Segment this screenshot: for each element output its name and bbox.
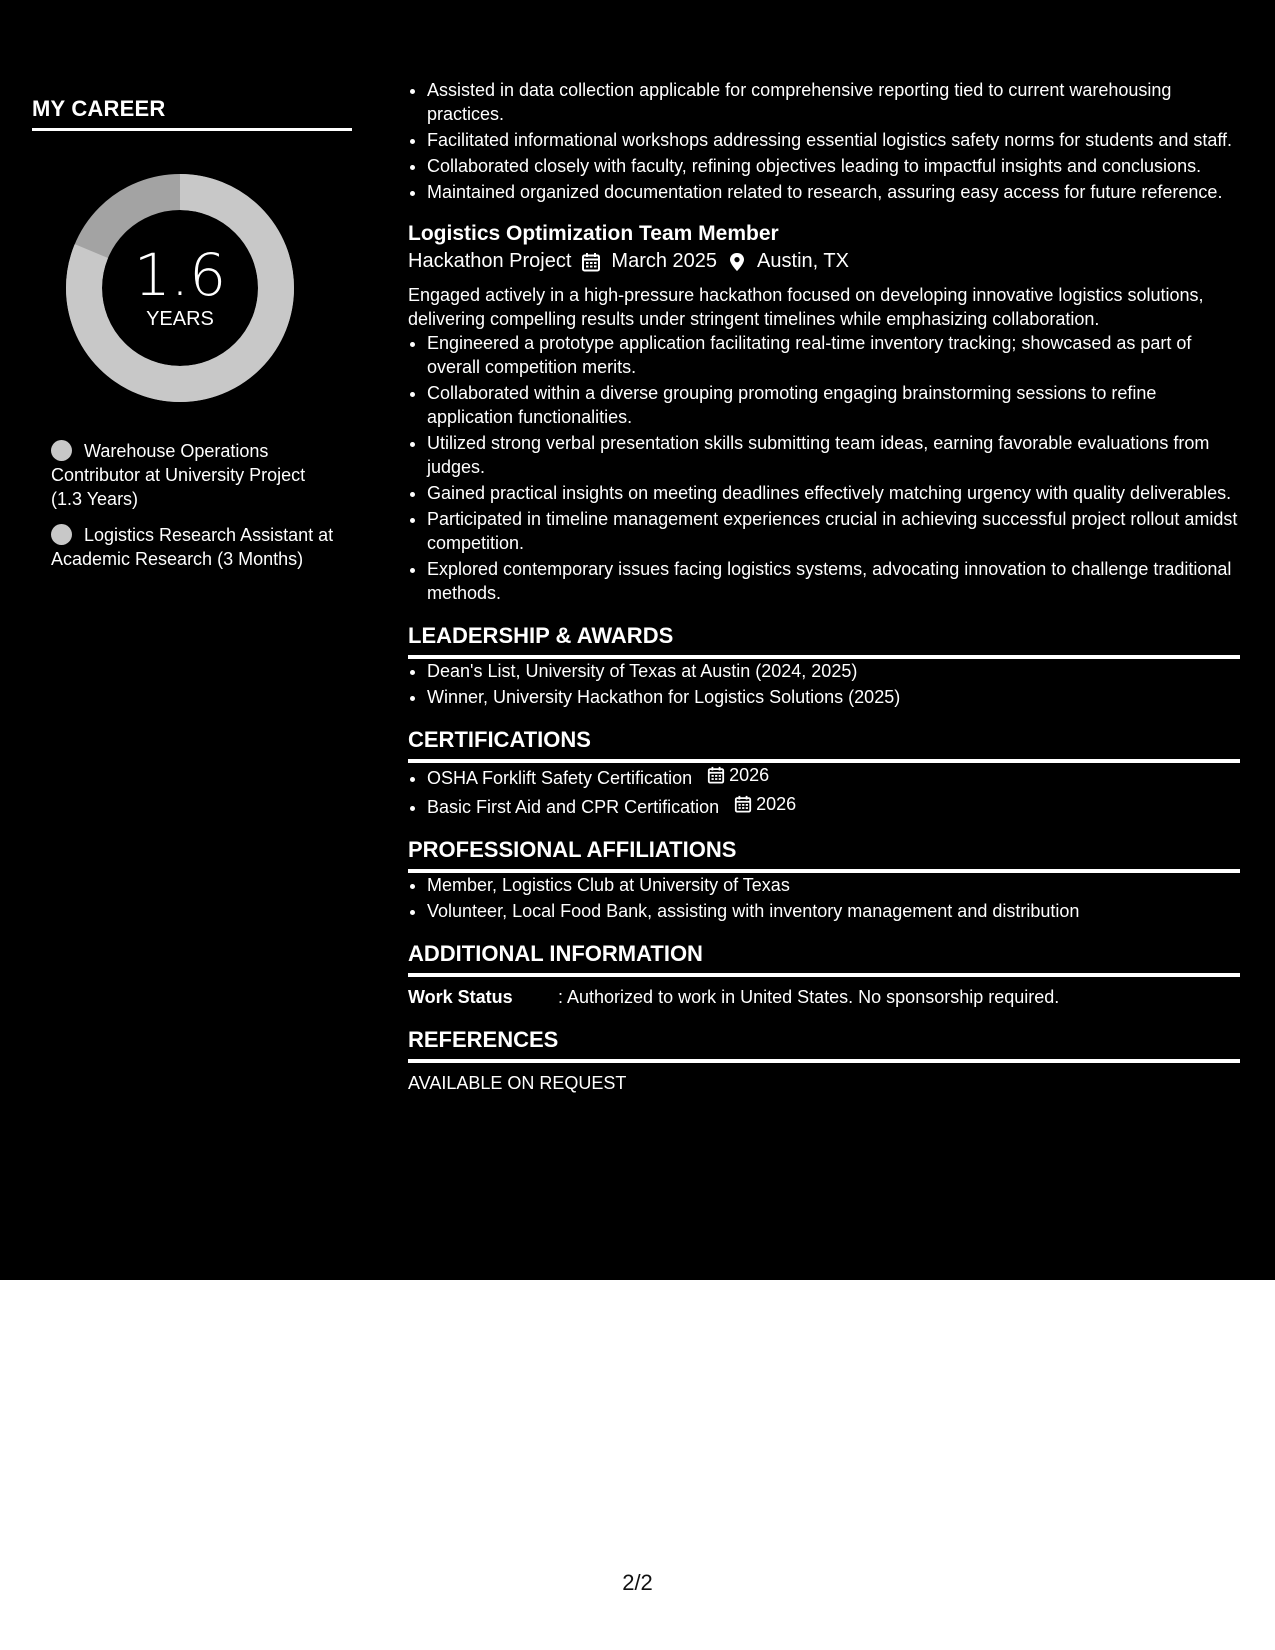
- bullet: • Assisted in data collection applicable for comprehensive reporting tied to current warehousing practices.: [427, 78, 1240, 126]
- calendar-icon: [581, 252, 601, 272]
- location-pin-icon: [727, 252, 747, 272]
- bullet: • Engineered a prototype application facilitating real-time inventory tracking; showcased as part of overall competition merits.: [427, 331, 1240, 379]
- experience-bullets: [408, 78, 1240, 204]
- sidebar: [32, 96, 352, 583]
- main-content: [408, 78, 1240, 1095]
- work-status-label: Work Status: [408, 987, 513, 1007]
- calendar-icon: [734, 795, 752, 813]
- certification-year: 2026: [756, 794, 797, 814]
- certification-year: 2026: [729, 765, 770, 785]
- bullet: • Participated in timeline management experiences crucial in achieving successful project rollout amidst competition.: [427, 507, 1240, 555]
- work-status-value: : Authorized to work in United States. No sponsorship required.: [558, 987, 1060, 1007]
- bullet: • Collaborated closely with faculty, refining objectives leading to impactful insights and conclusions.: [427, 154, 1240, 178]
- job-title: Logistics Optimization Team Member: [408, 222, 779, 245]
- certification-name: Basic First Aid and CPR Certification: [427, 797, 720, 817]
- legend-dot: [51, 524, 72, 545]
- bullet: • Collaborated within a diverse grouping promoting engaging brainstorming sessions to refine application functionalities.: [427, 381, 1240, 429]
- page-number: 2/2: [622, 1570, 653, 1595]
- legend-dot: [51, 440, 72, 461]
- affiliations-list: [408, 873, 1240, 923]
- bullet: • Member, Logistics Club at University of Texas: [427, 873, 1240, 897]
- references-text: AVAILABLE ON REQUEST: [408, 1073, 627, 1093]
- bullet: • Gained practical insights on meeting deadlines effectively matching urgency with quality deliverables.: [427, 481, 1240, 505]
- job-company: Hackathon Project: [408, 250, 572, 272]
- bullet: • Winner, University Hackathon for Logistics Solutions (2025): [427, 685, 1240, 709]
- section-title-affiliations: PROFESSIONAL AFFILIATIONS: [408, 837, 1240, 873]
- certifications-list: [408, 763, 1240, 819]
- career-donut-chart: [65, 173, 295, 403]
- bullet: • Explored contemporary issues facing logistics systems, advocating innovation to challenge traditional methods.: [427, 557, 1240, 605]
- total-years-value: 1.6: [133, 240, 227, 309]
- bullet: • Dean's List, University of Texas at Austin (2024, 2025): [427, 659, 1240, 683]
- calendar-icon: [707, 766, 725, 784]
- bullet: • Volunteer, Local Food Bank, assisting with inventory management and distribution: [427, 899, 1240, 923]
- bullet: • Maintained organized documentation related to research, assuring easy access for future reference.: [427, 180, 1240, 204]
- section-title-references: REFERENCES: [408, 1027, 1240, 1063]
- total-years-unit: YEARS: [146, 307, 214, 330]
- job-meta: [408, 250, 1240, 273]
- work-status-row: [408, 985, 1240, 1009]
- career-list: [51, 439, 341, 571]
- job-description: Engaged actively in a high-pressure hackathon focused on developing innovative logistics solutions, delivering compelling results under stringent timelines while emphasizing collaboration.: [408, 285, 1204, 329]
- section-title-leadership: LEADERSHIP & AWARDS: [408, 623, 1240, 659]
- career-item-text: Logistics Research Assistant at Academic Research (3 Months): [51, 525, 334, 569]
- bullet: • Utilized strong verbal presentation skills submitting team ideas, earning favorable evaluations from judges.: [427, 431, 1240, 479]
- job-location: Austin, TX: [757, 250, 849, 272]
- sidebar-title: MY CAREER: [32, 96, 352, 131]
- job-bullets: [408, 331, 1240, 605]
- certification-name: OSHA Forklift Safety Certification: [427, 768, 693, 788]
- bullet: • Facilitated informational workshops addressing essential logistics safety norms for students and staff.: [427, 128, 1240, 152]
- certification-item: [427, 792, 1240, 819]
- leadership-list: [408, 659, 1240, 709]
- section-title-additional: ADDITIONAL INFORMATION: [408, 941, 1240, 977]
- section-title-certifications: CERTIFICATIONS: [408, 727, 1240, 763]
- career-item: [51, 523, 341, 571]
- certification-item: [427, 763, 1240, 790]
- career-item-text: Warehouse Operations Contributor at University Project (1.3 Years): [51, 441, 306, 509]
- career-item: [51, 439, 341, 511]
- job-date: March 2025: [611, 250, 718, 272]
